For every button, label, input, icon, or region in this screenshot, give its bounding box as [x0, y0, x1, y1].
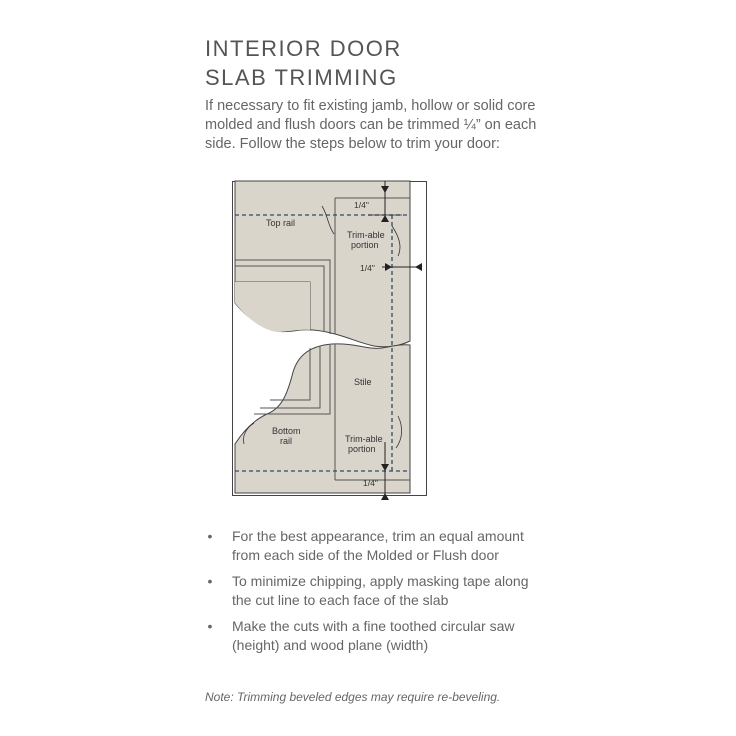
- bullet-item: [205, 617, 535, 655]
- title-line-2: SLAB TRIMMING: [205, 65, 398, 90]
- trimable-top-label-2: portion: [351, 240, 379, 250]
- note-text: Note: Trimming beveled edges may require re-beveling.: [205, 690, 501, 704]
- side-dim-label: 1/4": [360, 263, 375, 273]
- bullet-glyph: •: [207, 618, 213, 634]
- bullet-item: [205, 527, 535, 565]
- bullet-text: For the best appearance, trim an equal amount from each side of the Molded or Flush door: [232, 528, 524, 563]
- bullet-item: [205, 572, 535, 610]
- bullet-glyph: •: [207, 528, 213, 544]
- trimable-bottom-label-1: Trim-able: [345, 434, 383, 444]
- door-trim-diagram: [232, 178, 432, 500]
- stile-label: Stile: [354, 377, 372, 387]
- bullet-glyph: •: [207, 573, 213, 589]
- top-rail-label: Top rail: [266, 218, 296, 228]
- bullet-list: [205, 527, 535, 662]
- bullet-text: To minimize chipping, apply masking tape along the cut line to each face of the slab: [232, 573, 529, 608]
- title-line-1: INTERIOR DOOR: [205, 36, 402, 61]
- trimable-top-label-1: Trim-able: [347, 230, 385, 240]
- bottom-rail-label-1: Bottom: [272, 426, 301, 436]
- bottom-dim-label: 1/4": [363, 478, 378, 488]
- intro-paragraph: If necessary to fit existing jamb, hollow or solid core molded and flush doors can be trimmed ¼” on each side. Follow the steps below to trim your door:: [205, 98, 537, 152]
- top-dim-label: 1/4": [354, 200, 369, 210]
- bottom-rail-label-2: rail: [280, 436, 293, 446]
- page-title: [205, 34, 402, 92]
- trimable-bottom-label-2: portion: [348, 444, 376, 454]
- bullet-text: Make the cuts with a fine toothed circular saw (height) and wood plane (width): [232, 618, 515, 653]
